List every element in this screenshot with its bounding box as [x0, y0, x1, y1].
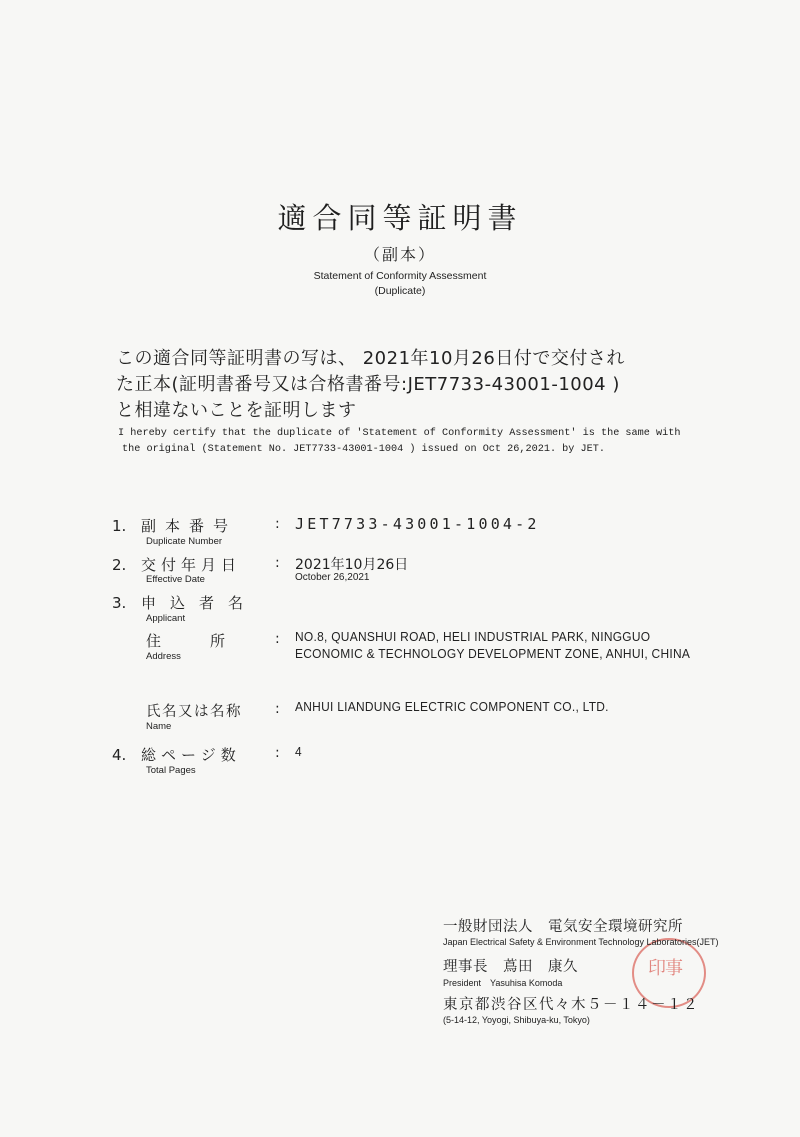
item-number-3: 3.	[112, 594, 127, 612]
document-subtitle: （副本）	[363, 245, 436, 264]
effective-date-value-english: October 26,2021	[295, 572, 370, 583]
applicant-name-value: ANHUI LIANDUNG ELECTRIC COMPONENT CO., LTD.	[295, 699, 609, 714]
certification-jp-line-2: た正本(証明書番号又は合格書番号:JET7733-43001-1004 )	[116, 374, 620, 395]
certification-jp-line-1: この適合同等証明書の写は、 2021年10月26日付で交付され	[116, 348, 625, 369]
name-label-english: Name	[146, 721, 172, 732]
address-label: 住 所	[146, 632, 227, 650]
issuer-address-english: (5-14-12, Yoyogi, Shibuya-ku, Tokyo)	[443, 1015, 590, 1025]
document-subtitle-english: (Duplicate)	[374, 285, 426, 297]
duplicate-number-label: 副本番号	[141, 517, 238, 535]
total-pages-colon: :	[275, 745, 280, 761]
effective-date-value-jp: 2021年10月26日	[295, 557, 409, 573]
certification-en-line-2: the original (Statement No. JET7733-43001-1004 ) issued on Oct 26,2021. by JET.	[122, 444, 605, 455]
address-label-english: Address	[146, 651, 181, 662]
name-label: 氏名又は名称	[146, 704, 242, 720]
item-number-4: 4.	[112, 746, 127, 764]
issuer-address-jp: 東京都渋谷区代々木５－１４－１２	[443, 997, 699, 1013]
seal-text: 印事	[648, 958, 682, 979]
address-colon: :	[275, 631, 280, 647]
total-pages-label-english: Total Pages	[146, 765, 196, 776]
issuer-organization-english: Japan Electrical Safety & Environment Technology Laboratories(JET)	[443, 937, 719, 947]
effective-date-label-english: Effective Date	[146, 574, 205, 585]
effective-date-label: 交付年月日	[141, 556, 242, 574]
duplicate-number-value: JET7733-43001-1004-2	[295, 515, 540, 533]
document-title-english: Statement of Conformity Assessment	[313, 270, 487, 282]
document-title: 適合同等証明書	[277, 201, 523, 235]
duplicate-number-colon: :	[275, 516, 280, 532]
address-line-2: ECONOMIC & TECHNOLOGY DEVELOPMENT ZONE, ANHUI, CHINA	[295, 646, 691, 661]
certification-en-line-1: I hereby certify that the duplicate of 'Statement of Conformity Assessment' is the same with	[118, 428, 681, 439]
total-pages-value: 4	[295, 744, 302, 759]
applicant-label: 申込者名	[141, 594, 258, 612]
address-line-1: NO.8, QUANSHUI ROAD, HELI INDUSTRIAL PARK, NINGGUO	[295, 629, 651, 644]
president-name-jp: 理事長 蔦田 康久	[443, 959, 578, 975]
name-colon: :	[275, 701, 280, 717]
issuer-organization-jp: 一般財団法人 電気安全環境研究所	[443, 919, 683, 935]
president-name-english: President Yasuhisa Komoda	[443, 978, 563, 988]
duplicate-number-label-english: Duplicate Number	[146, 536, 223, 547]
total-pages-label: 総ページ数	[141, 746, 241, 764]
item-number-1: 1.	[112, 517, 127, 535]
certification-jp-line-3: と相違ないことを証明します	[116, 400, 357, 421]
item-number-2: 2.	[112, 556, 127, 574]
effective-date-colon: :	[275, 555, 280, 571]
applicant-label-english: Applicant	[146, 613, 186, 624]
